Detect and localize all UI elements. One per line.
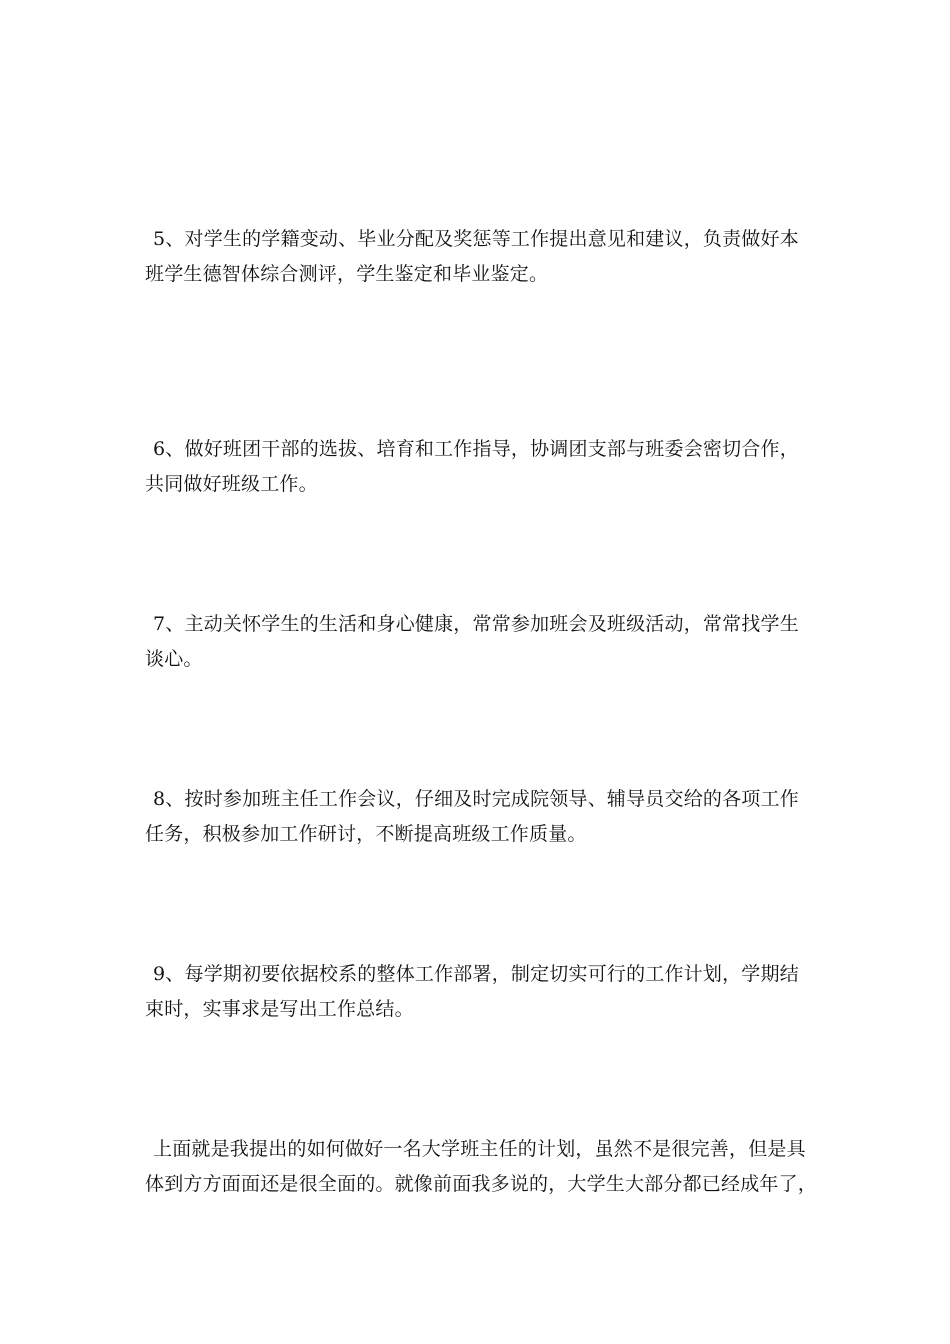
paragraph-line: 上面就是我提出的如何做好一名大学班主任的计划，虽然不是很完善，但是具 — [153, 1138, 806, 1160]
paragraph-item-8 — [145, 782, 810, 852]
paragraph-line: 7、主动关怀学生的生活和身心健康，常常参加班会及班级活动，常常找学生 — [153, 613, 799, 635]
paragraph-line: 任务，积极参加工作研讨，不断提高班级工作质量。 — [145, 823, 587, 845]
paragraph-line: 6、做好班团干部的选拔、培育和工作指导，协调团支部与班委会密切合作， — [153, 438, 799, 460]
paragraph-item-9 — [145, 957, 810, 1027]
paragraph-line: 体到方方面面还是很全面的。就像前面我多说的，大学生大部分都已经成年了， — [145, 1173, 818, 1195]
paragraph-item-5 — [145, 222, 810, 292]
paragraph-line: 班学生德智体综合测评，学生鉴定和毕业鉴定。 — [145, 263, 549, 285]
paragraph-item-6 — [145, 432, 810, 502]
paragraph-line: 共同做好班级工作。 — [145, 473, 318, 495]
paragraph-conclusion — [145, 1132, 818, 1202]
paragraph-item-7 — [145, 607, 810, 677]
paragraph-line: 5、对学生的学籍变动、毕业分配及奖惩等工作提出意见和建议，负责做好本 — [153, 228, 799, 250]
paragraph-line: 束时，实事求是写出工作总结。 — [145, 998, 414, 1020]
paragraph-line: 8、按时参加班主任工作会议，仔细及时完成院领导、辅导员交给的各项工作 — [153, 788, 799, 810]
paragraph-line: 9、每学期初要依据校系的整体工作部署，制定切实可行的工作计划，学期结 — [153, 963, 799, 985]
paragraph-line: 谈心。 — [145, 648, 203, 670]
